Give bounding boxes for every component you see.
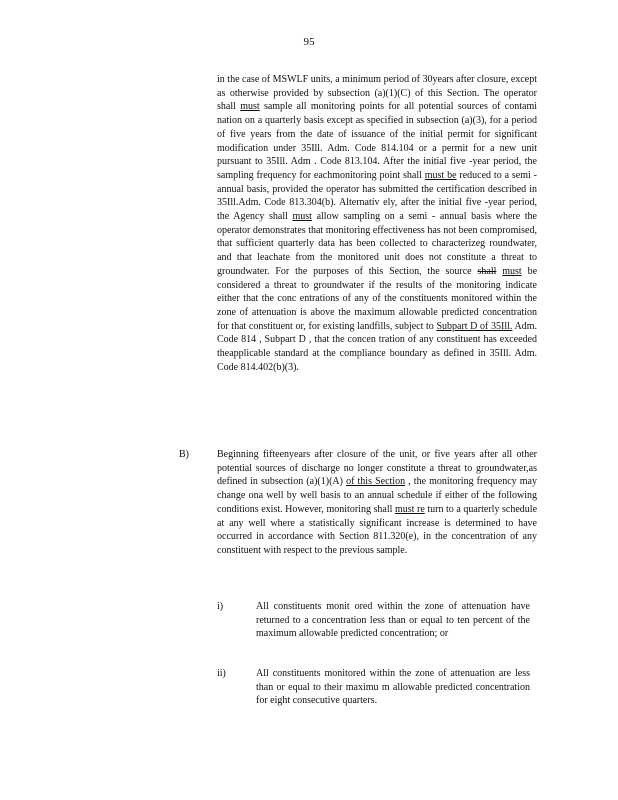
text-run: allow sampling on a semi - annual basis where the operator demonstrates that monitoring effectiveness has not been compromised, that sufficient quarterly data has been collected to characterizeg roundwater, and that leachate from the monitored unit does not constitute a threat to groundwater. For the purposes of this Section, the source [217,211,537,277]
paragraph-b [217,448,537,558]
underlined-text: Subpart D of 35Ill. [436,320,513,332]
text-run: turn to a quarterly schedule at any well where a statistically significant increase is determined to have occurred in accordance with Section 811.320(e), in the concentration of any constituent with respect to the previous sample. [217,503,538,556]
item-i-text: All constituents monit ored within the zone of attenuation have returned to a concentration less than or equal to ten percent of the maximum allowable predicted concentration; or [256,601,530,640]
text-run: , the monitoring frequency may change ona well by well basis to an annual schedule if either of the following conditions exist. However, monitoring shall [217,476,537,515]
struck-text: shall [477,265,497,277]
page-number: 95 [303,36,315,48]
underlined-text: must be [424,169,457,181]
item-ii-text: All constituents monitored within the zone of attenuation are less than or equal to their maximu m allowable predicted concentration for eight consecutive quarters. [256,668,530,707]
section-b-label: B) [179,449,189,460]
underlined-text: must [502,265,522,277]
underlined-text: must [292,211,312,223]
text-run: reduced to a semi -annual basis, provided the operator has submitted the certification described in 35Ill.Adm. Code 813.304(b). Alternativ ely, after the initial five -year period, the Agency shall [217,169,537,223]
underlined-text: must [240,101,260,113]
text-run: sample all monitoring points for all potential sources of contami nation on a quarterly basis except as specified in subsection (a)(3), for a period of five years from the date of issuance of the initial permit for significant modification under 35Ill. Adm. Code 814.104 or a permit for a new unit pursuant to 35Ill. Adm . Code 813.104. After the initial five -year period, the sampling frequency for eachmonitoring point shall [217,101,537,181]
text-run: be considered a threat to groundwater if the results of the monitoring indicate either that the conc entrations of any of the constituents monitored within the zone of attenuation is above the maximum allowable predicted concentration for that constituent or, for existing landfills, subject to [217,265,538,332]
item-ii-label: ii) [217,668,226,679]
text-run: in the case of MSWLF units, a minimum period of 30years after closure, except as otherwise provided by subsection (a)(1)(C) of this Section. The operator shall [217,74,537,113]
underlined-text: of this Section [346,476,406,488]
paragraph-1 [217,73,537,374]
item-i-label: i) [217,601,224,612]
text-run: Beginning fifteenyears after closure of the unit, or five years after all other potential sources of discharge no longer constitute a threat to groundwater,as defined in subsection (a)(1)(A) [217,449,537,488]
text-run: Adm. Code 814 , Subpart D , that the concen tration of any constituent has exceeded theapplicable standard at the compliance boundary as defined in 35Ill. Adm. Code 814.402(b)(3). [217,320,537,373]
underlined-text: must re [394,503,425,515]
